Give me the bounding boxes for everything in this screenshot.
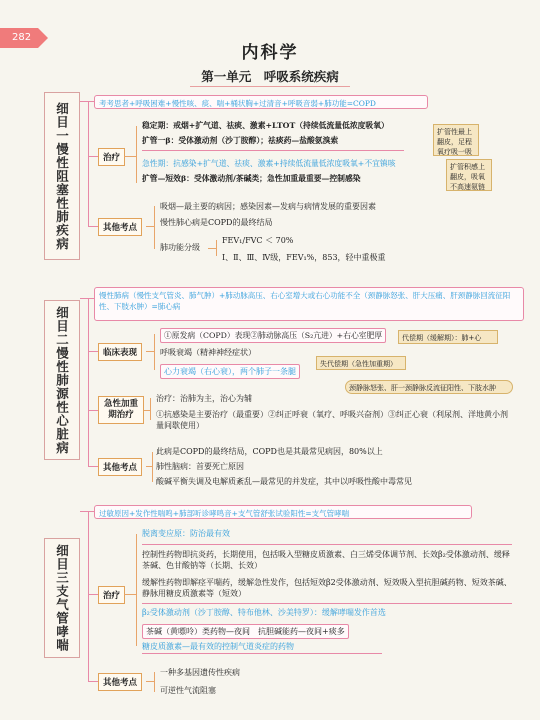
connector [146, 351, 154, 352]
s2-clinical-item: 心力衰竭（右心衰），两个肺子一条腿 [160, 364, 300, 379]
connector [80, 298, 94, 299]
connector [88, 466, 98, 467]
connector [88, 226, 98, 227]
page-title: 内科学 [241, 43, 299, 63]
s1-lung-func: FEV₁/FVC ＜ 70% [222, 236, 294, 245]
s2-clinical-note: 代偿期（缓解期）：肺+心 [398, 330, 498, 344]
s1-lung-func: Ⅰ、Ⅱ、Ⅲ、Ⅳ级，FEV₁%，853，轻中重极重 [222, 253, 386, 262]
s2-other-item: 酸碱平衡失调及电解质紊乱—最常见的并发症，其中以呼吸性酸中毒常见 [156, 477, 412, 486]
s3-treatment-item: 糖皮质激素—最有效的控制气道炎症的药物 [142, 642, 294, 651]
s2-clinical-item: ①原发病（COPD）表现②肺动脉高压（S₂亢进）+右心室肥厚 [160, 328, 386, 343]
s2-treat-label: 急性加重期治疗 [98, 396, 144, 424]
s1-note-b: 扩管积感上翻皮，吸氧不高速氨链 [446, 159, 492, 191]
unit-underline [190, 86, 350, 87]
page-number-tag: 282 [0, 28, 38, 48]
connector [154, 672, 155, 692]
s2-other-item: 肺性脑病：首要死亡原因 [156, 462, 244, 471]
s1-note-a: 扩管性最上翻皮，足程氧疗吸一吸 [433, 124, 479, 156]
s1-treatment-item: 扩管—短效β：受体激动剂/茶碱类；急性加重最重要—控制感染 [142, 174, 361, 183]
connector [124, 156, 136, 157]
s1-other-item: 慢性肺心病是COPD的最终结局 [160, 218, 273, 227]
divider [142, 603, 512, 604]
s3-treatment-item: 缓解性药物即解痉平喘药，缓解急性发作，包括短效β2受体激动剂、短效吸入型抗胆碱药物、短效茶碱、静脉用糖皮质激素等（短效） [142, 578, 512, 598]
s2-other-label: 其他考点 [98, 458, 142, 476]
s1-treatment-item: 扩管一β：受体激动剂（沙丁胺醇）；祛痰药—盐酸氨溴索 [142, 136, 339, 145]
s1-treatment-item: 急性期：抗感染+扩气道、祛痰、激素+持续低流量低浓度吸氧+不宜镇咳 [142, 159, 396, 168]
s3-other-item: 一种多基因遗传性疾病 [160, 668, 240, 677]
connector [88, 298, 89, 466]
connector [154, 206, 155, 249]
connector [80, 101, 94, 102]
connector [88, 101, 89, 226]
s2-treat-item: 治疗：治肺为主，治心为辅 [156, 394, 252, 403]
connector [88, 594, 98, 595]
s2-clinical-item: 呼吸衰竭（精神神经症状） [160, 348, 256, 357]
s1-other-item: 肺功能分级 [160, 243, 200, 252]
section-2-summary: 慢性肺病（慢性支气管炎、肺气肿）+肺动脉高压、右心室增大或右心功能不全（颈静脉怒张、肝大压痛、肝颈静脉回流征阳性、下肢水肿）=肺心病 [94, 287, 524, 321]
connector [150, 398, 151, 420]
s1-treatment-item: 稳定期：戒烟+扩气道、祛痰、激素+LTOT（持续低流量低浓度吸氧） [142, 121, 389, 130]
s2-clinical-note: 失代偿期（急性加重期） [316, 356, 406, 370]
connector [152, 452, 153, 482]
section-2-label: 细目二慢性肺源性心脏病 [44, 300, 80, 460]
connector [88, 681, 98, 682]
divider [142, 150, 404, 151]
connector [80, 511, 94, 512]
connector [154, 334, 155, 370]
s2-clinical-note: 颈静脉怒张、肝一颈静脉反流征阳性、下肢水肿 [345, 380, 513, 394]
section-1-label: 细目一慢性阻塞性肺疾病 [44, 92, 80, 260]
connector [136, 126, 137, 183]
s3-other-item: 可逆性气流阻塞 [160, 686, 216, 695]
s1-other-label: 其他考点 [98, 218, 142, 236]
s3-treatment-item: 控制性药物即抗炎药，长期使用，包括吸入型糖皮质激素、白三烯受体调节剂、长效β₂受体激动剂、缓释茶碱、色甘酸钠等（长期、长效） [142, 550, 510, 570]
section-3-label: 细目三支气管哮喘 [44, 538, 80, 658]
connector [88, 351, 98, 352]
s3-treatment-item: 茶碱（黄嘌呤）类药物—夜间 抗胆碱能药—夜间+痰多 [142, 624, 349, 639]
connector [88, 156, 98, 157]
connector [124, 594, 136, 595]
connector [88, 511, 89, 681]
connector [216, 240, 217, 256]
s2-treat-item: ①抗感染是主要治疗（最重要）②纠正呼衰（氧疗、呼吸兴奋剂）③纠正心衰（利尿剂、洋地黄小剂量间歇使用） [156, 410, 508, 430]
connector [88, 410, 98, 411]
divider [142, 653, 382, 654]
connector [136, 534, 137, 646]
s3-treatment-item: 脱离变应原：防治最有效 [142, 529, 230, 538]
connector [208, 248, 216, 249]
section-1-summary: 考考思者+呼吸困难+慢性咳、痰、喘+桶状胸+过清音+呼吸音弱+肺功能=COPD [94, 95, 428, 109]
section-3-summary: 过敏原因+发作性喘鸣+肺部听诊哮鸣音+支气管舒张试验阳性=支气管哮喘 [94, 505, 472, 519]
s2-other-item: 此病是COPD的最终结局，COPD也是其最常见病因，80%以上 [156, 447, 383, 456]
divider [142, 544, 512, 545]
s3-treatment-item: β₂受体激动剂（沙丁胺醇、特布他林、沙美特罗）：缓解哮喘发作首选 [142, 608, 386, 617]
unit-title: 第一单元 呼吸系统疾病 [201, 69, 339, 84]
s3-treatment-label: 治疗 [98, 586, 125, 604]
connector [146, 226, 154, 227]
s1-other-item: 吸烟—最主要的病因；感染因素—发病与病情发展的重要因素 [160, 202, 376, 211]
connector [146, 681, 154, 682]
s1-treatment-label: 治疗 [98, 148, 125, 166]
s3-other-label: 其他考点 [98, 673, 142, 691]
s2-clinical-label: 临床表现 [98, 343, 142, 361]
